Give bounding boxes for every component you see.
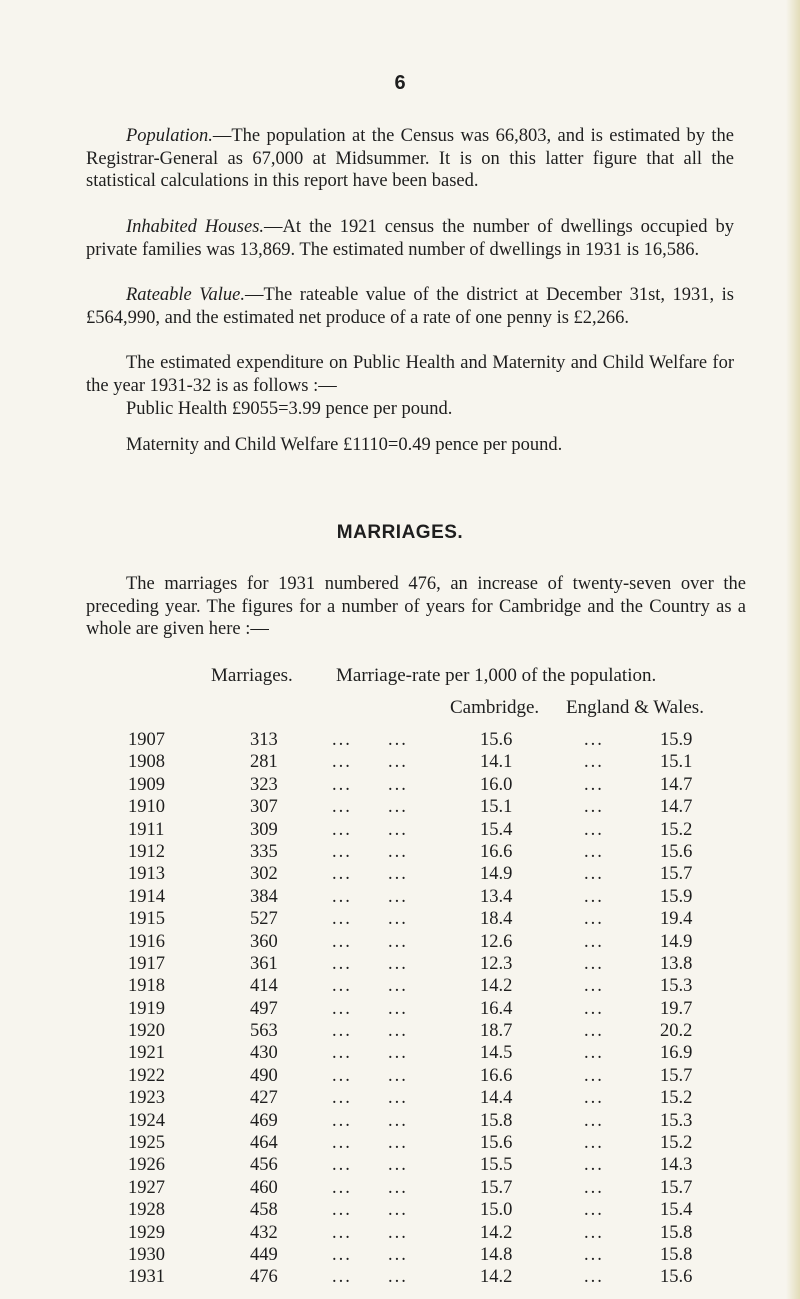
cambridge-rate-cell: 14.2 <box>480 1267 513 1288</box>
england-rate-cell: 15.2 <box>660 1133 693 1154</box>
leader-dots: ... <box>332 1200 352 1221</box>
cambridge-rate-cell: 18.4 <box>480 909 513 930</box>
leader-dots: ... <box>388 1155 408 1176</box>
leader-dots: ... <box>388 841 408 862</box>
cambridge-rate-cell: 15.1 <box>480 797 513 818</box>
leader-dots: ... <box>584 931 604 952</box>
table-row <box>0 752 800 774</box>
population-paragraph <box>86 125 734 193</box>
england-rate-cell: 15.1 <box>660 752 693 773</box>
leader-dots: ... <box>332 1088 352 1109</box>
england-rate-cell: 20.2 <box>660 1021 693 1042</box>
leader-dots: ... <box>584 998 604 1019</box>
table-row <box>0 1021 800 1043</box>
table-row <box>0 820 800 842</box>
cambridge-rate-cell: 14.4 <box>480 1088 513 1109</box>
marriages-cell: 563 <box>250 1021 278 1042</box>
marriages-table <box>0 730 800 1290</box>
leader-dots: ... <box>388 1021 408 1042</box>
cambridge-rate-cell: 15.6 <box>480 1133 513 1154</box>
year-cell: 1931 <box>128 1267 165 1288</box>
cambridge-rate-cell: 12.3 <box>480 953 513 974</box>
leader-dots: ... <box>584 1200 604 1221</box>
leader-dots: ... <box>332 730 352 750</box>
leader-dots: ... <box>388 730 408 750</box>
leader-dots: ... <box>584 1244 604 1265</box>
leader-dots: ... <box>388 976 408 997</box>
marriages-cell: 497 <box>250 998 278 1019</box>
cambridge-rate-cell: 15.4 <box>480 819 513 840</box>
england-rate-cell: 14.3 <box>660 1155 693 1176</box>
table-row <box>0 1245 800 1267</box>
leader-dots: ... <box>332 1065 352 1086</box>
year-cell: 1924 <box>128 1110 165 1131</box>
england-rate-cell: 19.4 <box>660 909 693 930</box>
leader-dots: ... <box>332 909 352 930</box>
leader-dots: ... <box>388 953 408 974</box>
rateable-paragraph <box>86 284 734 329</box>
year-cell: 1922 <box>128 1065 165 1086</box>
table-row <box>0 954 800 976</box>
houses-text: —At the 1921 census the number of dwellings occupied by private families was 13,869. The estimated number of dwellings in 1931 is 16,586. <box>86 217 734 260</box>
leader-dots: ... <box>388 1133 408 1154</box>
year-cell: 1913 <box>128 864 165 885</box>
leader-dots: ... <box>332 1110 352 1131</box>
cambridge-rate-cell: 12.6 <box>480 931 513 952</box>
leader-dots: ... <box>332 931 352 952</box>
table-row <box>0 976 800 998</box>
marriages-cell: 323 <box>250 774 278 795</box>
marriages-cell: 313 <box>250 730 278 750</box>
leader-dots: ... <box>332 864 352 885</box>
table-row <box>0 842 800 864</box>
year-cell: 1908 <box>128 752 165 773</box>
marriages-cell: 449 <box>250 1244 278 1265</box>
cambridge-rate-cell: 16.0 <box>480 774 513 795</box>
leader-dots: ... <box>584 1133 604 1154</box>
leader-dots: ... <box>332 998 352 1019</box>
marriages-cell: 384 <box>250 886 278 907</box>
leader-dots: ... <box>332 953 352 974</box>
england-rate-cell: 15.7 <box>660 864 693 885</box>
marriages-cell: 281 <box>250 752 278 773</box>
table-row <box>0 1111 800 1133</box>
year-cell: 1916 <box>128 931 165 952</box>
england-rate-cell: 14.7 <box>660 797 693 818</box>
leader-dots: ... <box>584 1021 604 1042</box>
leader-dots: ... <box>584 1267 604 1288</box>
year-cell: 1930 <box>128 1244 165 1265</box>
table-row <box>0 1133 800 1155</box>
year-cell: 1911 <box>128 819 165 840</box>
expenditure-paragraph: The estimated expenditure on Public Health and Maternity and Child Welfare for the year 1931-32 is as follows :— <box>86 353 734 396</box>
england-rate-cell: 15.3 <box>660 1110 693 1131</box>
leader-dots: ... <box>584 976 604 997</box>
table-row <box>0 1200 800 1222</box>
leader-dots: ... <box>332 752 352 773</box>
houses-paragraph <box>86 216 734 261</box>
marriages-cell: 464 <box>250 1133 278 1154</box>
year-cell: 1912 <box>128 841 165 862</box>
marriages-cell: 309 <box>250 819 278 840</box>
leader-dots: ... <box>332 1222 352 1243</box>
leader-dots: ... <box>388 1177 408 1198</box>
population-label: Population. <box>126 126 213 146</box>
year-cell: 1914 <box>128 886 165 907</box>
england-rate-cell: 15.2 <box>660 819 693 840</box>
leader-dots: ... <box>584 819 604 840</box>
leader-dots: ... <box>584 864 604 885</box>
cambridge-rate-cell: 14.1 <box>480 752 513 773</box>
year-cell: 1917 <box>128 953 165 974</box>
leader-dots: ... <box>388 886 408 907</box>
rateable-text: —The rateable value of the district at December 31st, 1931, is £564,990, and the estimated net produce of a rate of one penny is £2,266. <box>86 285 734 328</box>
table-row <box>0 887 800 909</box>
year-cell: 1919 <box>128 998 165 1019</box>
england-rate-cell: 14.9 <box>660 931 693 952</box>
leader-dots: ... <box>332 1244 352 1265</box>
england-rate-cell: 13.8 <box>660 953 693 974</box>
leader-dots: ... <box>388 998 408 1019</box>
table-row <box>0 864 800 886</box>
rateable-label: Rateable Value. <box>126 285 245 305</box>
leader-dots: ... <box>584 1222 604 1243</box>
leader-dots: ... <box>388 1200 408 1221</box>
year-cell: 1928 <box>128 1200 165 1221</box>
header-england: England & Wales. <box>566 697 704 718</box>
marriages-cell: 427 <box>250 1088 278 1109</box>
cambridge-rate-cell: 16.6 <box>480 841 513 862</box>
leader-dots: ... <box>332 1043 352 1064</box>
leader-dots: ... <box>388 864 408 885</box>
leader-dots: ... <box>388 1043 408 1064</box>
marriages-intro: The marriages for 1931 numbered 476, an increase of twenty-seven over the preceding year. The figures for a number of years for Cambridge and the Country as a whole are given here :— <box>86 574 746 639</box>
marriages-cell: 361 <box>250 953 278 974</box>
table-row <box>0 797 800 819</box>
england-rate-cell: 15.6 <box>660 1267 693 1288</box>
cambridge-rate-cell: 14.2 <box>480 976 513 997</box>
houses-label: Inhabited Houses. <box>126 217 265 237</box>
table-row <box>0 999 800 1021</box>
table-row <box>0 1043 800 1065</box>
leader-dots: ... <box>332 774 352 795</box>
leader-dots: ... <box>584 909 604 930</box>
england-rate-cell: 15.3 <box>660 976 693 997</box>
england-rate-cell: 19.7 <box>660 998 693 1019</box>
marriages-cell: 430 <box>250 1043 278 1064</box>
year-cell: 1921 <box>128 1043 165 1064</box>
population-text: —The population at the Census was 66,803, and is estimated by the Registrar-General as 67,000 at Midsummer. It is on this latter figure that all the statistical calculations in this report have been based. <box>86 126 734 191</box>
cambridge-rate-cell: 16.4 <box>480 998 513 1019</box>
leader-dots: ... <box>584 752 604 773</box>
leader-dots: ... <box>332 1155 352 1176</box>
table-row <box>0 1223 800 1245</box>
cambridge-rate-cell: 14.8 <box>480 1244 513 1265</box>
marriages-cell: 307 <box>250 797 278 818</box>
cambridge-rate-cell: 16.6 <box>480 1065 513 1086</box>
marriages-cell: 469 <box>250 1110 278 1131</box>
year-cell: 1920 <box>128 1021 165 1042</box>
leader-dots: ... <box>388 752 408 773</box>
leader-dots: ... <box>332 1267 352 1288</box>
cambridge-rate-cell: 15.7 <box>480 1177 513 1198</box>
leader-dots: ... <box>332 819 352 840</box>
table-row <box>0 1155 800 1177</box>
leader-dots: ... <box>388 931 408 952</box>
england-rate-cell: 15.8 <box>660 1222 693 1243</box>
leader-dots: ... <box>388 819 408 840</box>
england-rate-cell: 16.9 <box>660 1043 693 1064</box>
table-row <box>0 730 800 752</box>
england-rate-cell: 15.9 <box>660 730 693 750</box>
table-row <box>0 1267 800 1289</box>
leader-dots: ... <box>388 774 408 795</box>
table-row <box>0 1178 800 1200</box>
leader-dots: ... <box>388 1110 408 1131</box>
england-rate-cell: 15.7 <box>660 1177 693 1198</box>
leader-dots: ... <box>388 1088 408 1109</box>
cambridge-rate-cell: 14.5 <box>480 1043 513 1064</box>
leader-dots: ... <box>584 841 604 862</box>
marriages-cell: 414 <box>250 976 278 997</box>
table-row <box>0 932 800 954</box>
leader-dots: ... <box>332 1177 352 1198</box>
header-marriages: Marriages. <box>211 665 293 686</box>
page-number: 6 <box>394 72 406 94</box>
leader-dots: ... <box>584 797 604 818</box>
cambridge-rate-cell: 15.5 <box>480 1155 513 1176</box>
marriages-cell: 432 <box>250 1222 278 1243</box>
marriages-heading: MARRIAGES. <box>336 522 464 543</box>
cambridge-rate-cell: 14.2 <box>480 1222 513 1243</box>
leader-dots: ... <box>584 1043 604 1064</box>
leader-dots: ... <box>332 1133 352 1154</box>
year-cell: 1909 <box>128 774 165 795</box>
england-rate-cell: 15.4 <box>660 1200 693 1221</box>
table-row <box>0 1088 800 1110</box>
cambridge-rate-cell: 15.0 <box>480 1200 513 1221</box>
table-row <box>0 775 800 797</box>
england-rate-cell: 15.6 <box>660 841 693 862</box>
header-cambridge: Cambridge. <box>450 697 540 718</box>
marriages-cell: 460 <box>250 1177 278 1198</box>
leader-dots: ... <box>332 841 352 862</box>
table-row <box>0 1066 800 1088</box>
cambridge-rate-cell: 18.7 <box>480 1021 513 1042</box>
leader-dots: ... <box>388 1065 408 1086</box>
leader-dots: ... <box>584 1177 604 1198</box>
leader-dots: ... <box>584 730 604 750</box>
cambridge-rate-cell: 14.9 <box>480 864 513 885</box>
cambridge-rate-cell: 13.4 <box>480 886 513 907</box>
year-cell: 1910 <box>128 797 165 818</box>
england-rate-cell: 15.7 <box>660 1065 693 1086</box>
year-cell: 1927 <box>128 1177 165 1198</box>
table-row <box>0 909 800 931</box>
year-cell: 1918 <box>128 976 165 997</box>
marriages-cell: 490 <box>250 1065 278 1086</box>
england-rate-cell: 15.8 <box>660 1244 693 1265</box>
leader-dots: ... <box>388 1244 408 1265</box>
leader-dots: ... <box>388 909 408 930</box>
leader-dots: ... <box>332 976 352 997</box>
year-cell: 1925 <box>128 1133 165 1154</box>
year-cell: 1929 <box>128 1222 165 1243</box>
leader-dots: ... <box>332 1021 352 1042</box>
public-health-line: Public Health £9055=3.99 pence per pound. <box>126 399 453 419</box>
header-rate: Marriage-rate per 1,000 of the population. <box>336 665 657 686</box>
leader-dots: ... <box>584 953 604 974</box>
leader-dots: ... <box>388 1267 408 1288</box>
marriages-cell: 360 <box>250 931 278 952</box>
england-rate-cell: 14.7 <box>660 774 693 795</box>
leader-dots: ... <box>388 1222 408 1243</box>
leader-dots: ... <box>332 797 352 818</box>
leader-dots: ... <box>584 1065 604 1086</box>
cambridge-rate-cell: 15.6 <box>480 730 513 750</box>
england-rate-cell: 15.9 <box>660 886 693 907</box>
maternity-line: Maternity and Child Welfare £1110=0.49 pence per pound. <box>126 435 563 455</box>
leader-dots: ... <box>388 797 408 818</box>
marriages-cell: 456 <box>250 1155 278 1176</box>
cambridge-rate-cell: 15.8 <box>480 1110 513 1131</box>
year-cell: 1915 <box>128 909 165 930</box>
marriages-cell: 302 <box>250 864 278 885</box>
leader-dots: ... <box>332 886 352 907</box>
marriages-cell: 458 <box>250 1200 278 1221</box>
england-rate-cell: 15.2 <box>660 1088 693 1109</box>
year-cell: 1907 <box>128 730 165 750</box>
leader-dots: ... <box>584 886 604 907</box>
leader-dots: ... <box>584 774 604 795</box>
leader-dots: ... <box>584 1110 604 1131</box>
year-cell: 1923 <box>128 1088 165 1109</box>
marriages-cell: 476 <box>250 1267 278 1288</box>
marriages-cell: 527 <box>250 909 278 930</box>
leader-dots: ... <box>584 1155 604 1176</box>
year-cell: 1926 <box>128 1155 165 1176</box>
marriages-cell: 335 <box>250 841 278 862</box>
leader-dots: ... <box>584 1088 604 1109</box>
